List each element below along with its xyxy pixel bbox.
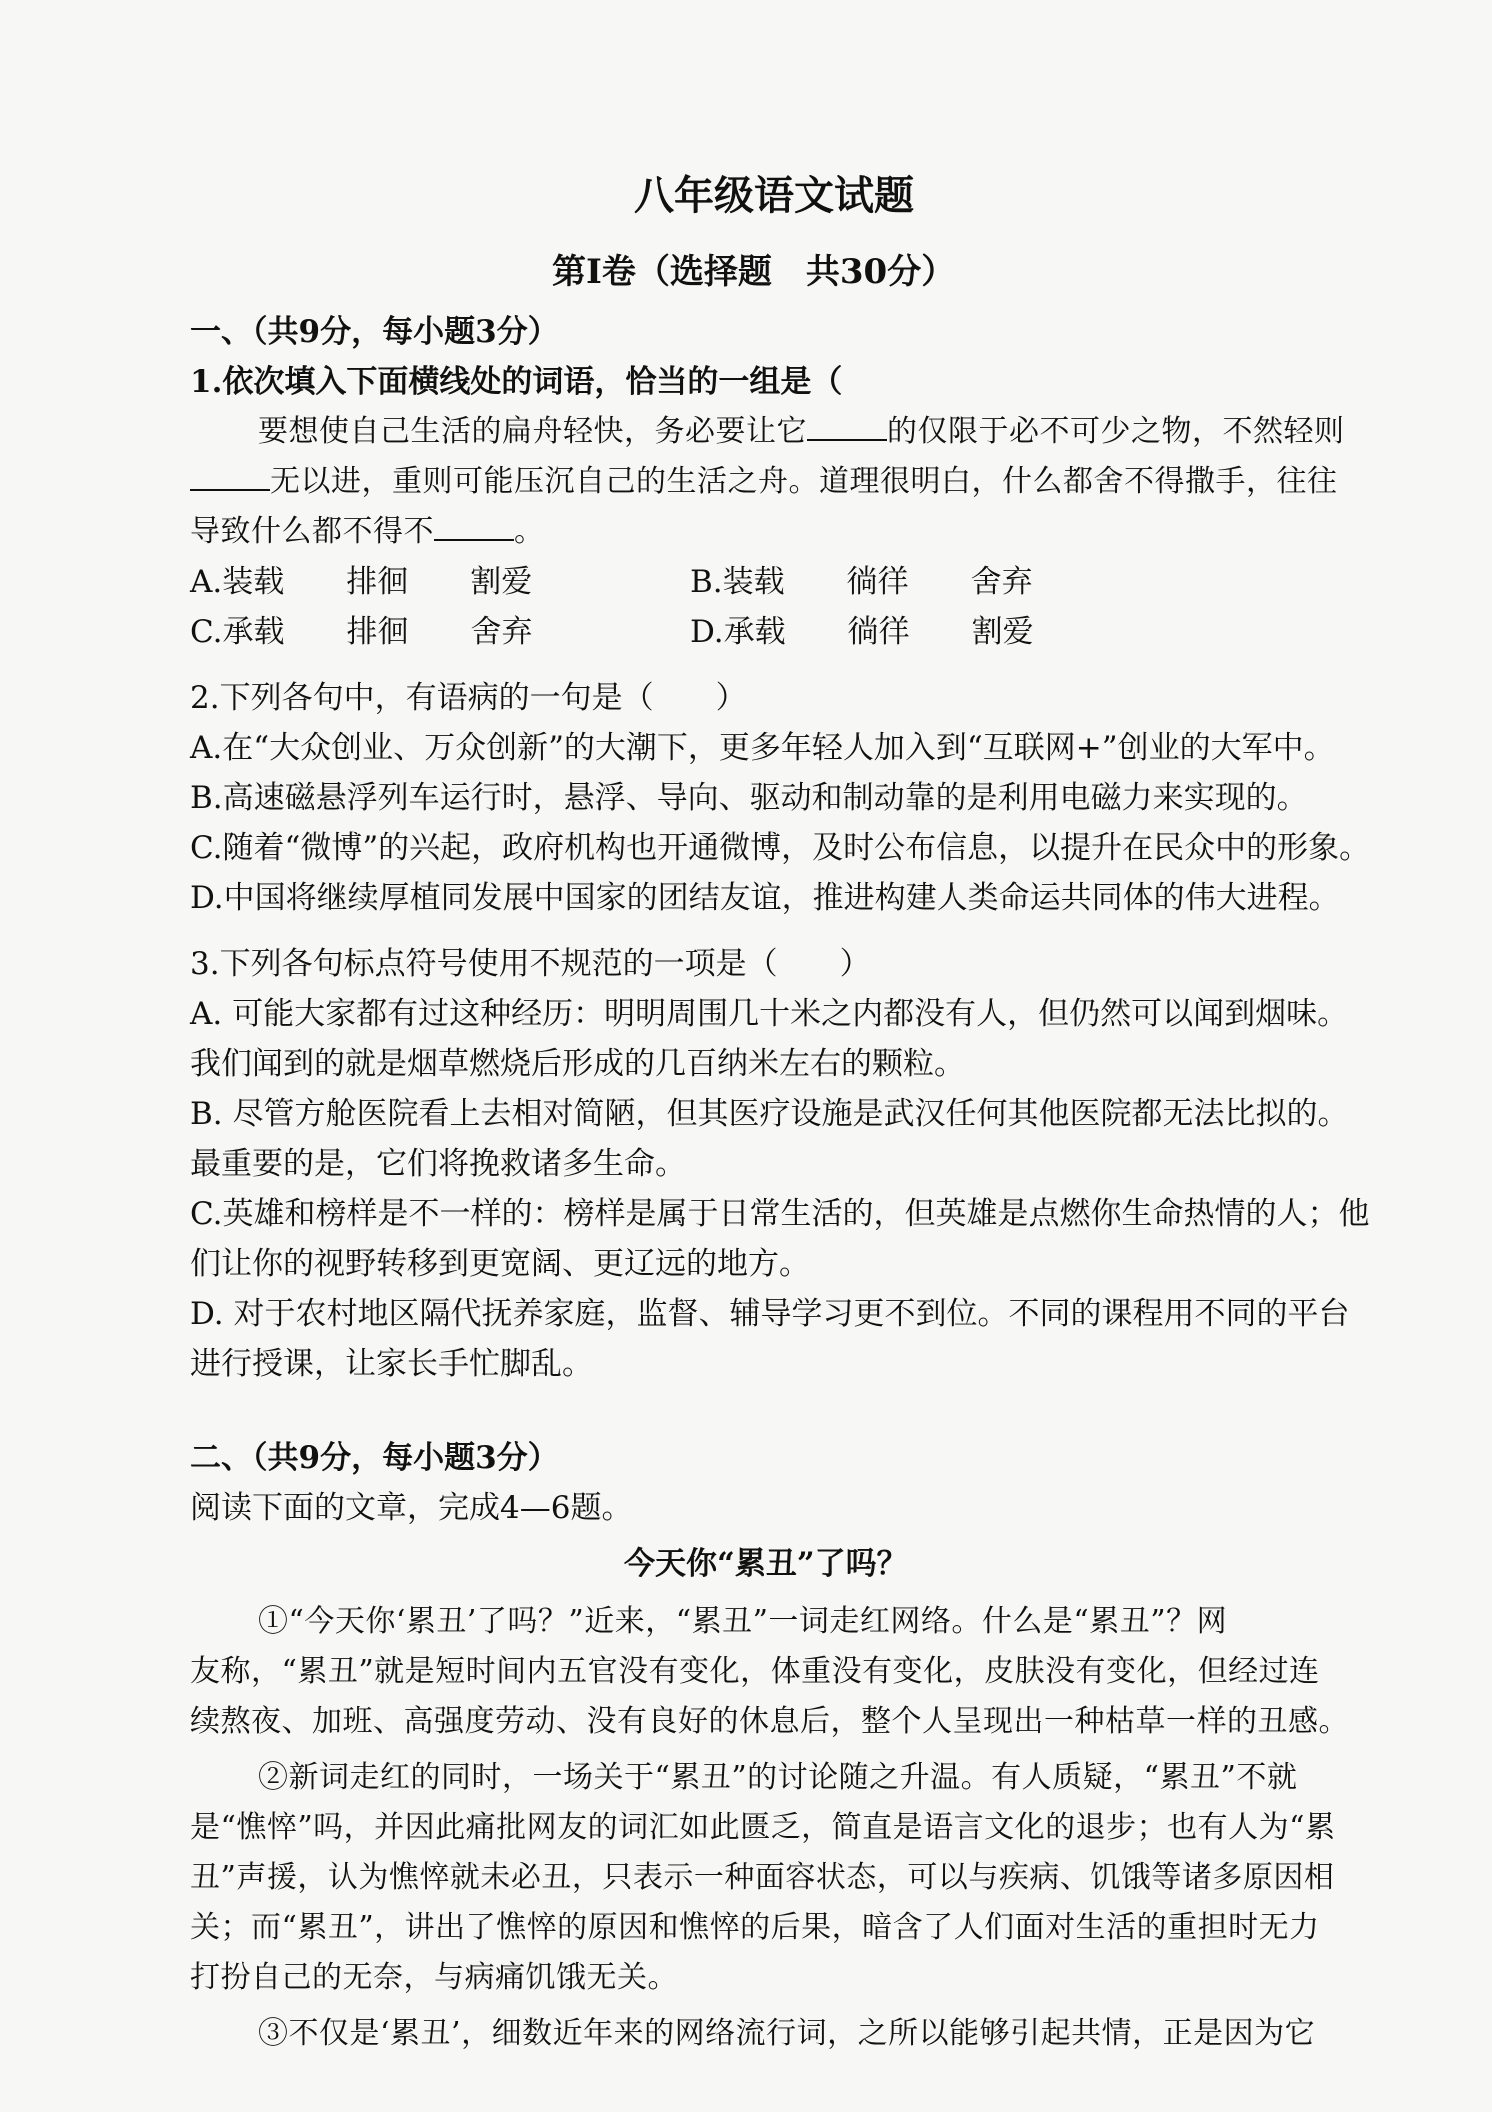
q1-stem: 1.依次填入下面横线处的词语，恰当的一组是（	[190, 364, 843, 400]
q3-option-b-line1: B. 尽管方舱医院看上去相对简陋，但其医疗设施是武汉任何其他医院都无法比拟的。	[190, 1096, 1349, 1132]
article-p2-line5: 打扮自己的无奈，与病痛饥饿无关。	[190, 1960, 678, 1995]
q3-option-c-line2: 们让你的视野转移到更宽阔、更辽远的地方。	[190, 1246, 810, 1282]
q1-passage-part1: 要想使自己生活的扁舟轻快，务必要让它	[258, 414, 807, 449]
article-p3-line1: ③不仅是‘累丑’，细数近年来的网络流行词，之所以能够引起共情，正是因为它	[258, 2016, 1316, 2051]
q2-option-d: D.中国将继续厚植同发展中国家的团结友谊，推进构建人类命运共同体的伟大进程。	[190, 880, 1340, 916]
q1-option-a: A.装载 排徊 割爱	[190, 564, 533, 600]
q1-passage-part2: 的仅限于必不可少之物，不然轻则	[887, 414, 1345, 449]
q3-option-d-line2: 进行授课，让家长手忙脚乱。	[190, 1346, 593, 1382]
q2-option-b: B.高速磁悬浮列车运行时，悬浮、导向、驱动和制动靠的是利用电磁力来实现的。	[190, 780, 1308, 816]
section2-instruction: 阅读下面的文章，完成4—6题。	[190, 1490, 633, 1526]
q1-passage-line2	[190, 462, 1338, 502]
q1-passage-line1	[258, 412, 1345, 452]
q1-option-d: D.承载 徜徉 割爱	[690, 614, 1034, 650]
q1-option-c: C.承载 排徊 舍弃	[190, 614, 533, 650]
q3-option-d-line1: D. 对于农村地区隔代抚养家庭，监督、辅导学习更不到位。不同的课程用不同的平台	[190, 1296, 1350, 1332]
section2-heading: 二、（共9分，每小题3分）	[190, 1440, 559, 1476]
article-p1-line1: ①“今天你‘累丑’了吗？”近来，“累丑”一词走红网络。什么是“累丑”？网	[258, 1604, 1228, 1639]
q1-passage-part4: 导致什么都不得不	[190, 514, 434, 549]
q2-option-c: C.随着“微博”的兴起，政府机构也开通微博，及时公布信息，以提升在民众中的形象。	[190, 830, 1371, 866]
q3-option-a-line2: 我们闻到的就是烟草燃烧后形成的几百纳米左右的颗粒。	[190, 1046, 965, 1082]
q2-option-a: A.在“大众创业、万众创新”的大潮下，更多年轻人加入到“互联网+”创业的大军中。	[190, 730, 1335, 766]
blank-2	[190, 465, 270, 491]
q3-option-b-line2: 最重要的是，它们将挽救诸多生命。	[190, 1146, 686, 1182]
q1-passage-line3	[190, 512, 545, 552]
article-title: 今天你“累丑”了吗？	[624, 1546, 908, 1582]
q2-stem: 2.下列各句中，有语病的一句是（ ）	[190, 680, 747, 716]
blank-3	[434, 515, 514, 541]
article-p1-line3: 续熬夜、加班、高强度劳动、没有良好的休息后，整个人呈现出一种枯草一样的丑感。	[190, 1704, 1349, 1739]
article-p1-line2: 友称，“累丑”就是短时间内五官没有变化，体重没有变化，皮肤没有变化，但经过连	[190, 1654, 1320, 1689]
q1-option-b: B.装载 徜徉 舍弃	[690, 564, 1033, 600]
q3-option-c-line1: C.英雄和榜样是不一样的：榜样是属于日常生活的，但英雄是点燃你生命热情的人；他	[190, 1196, 1370, 1232]
article-p2-line1: ②新词走红的同时，一场关于“累丑”的讨论随之升温。有人质疑，“累丑”不就	[258, 1760, 1298, 1795]
q1-passage-part3: 无以进，重则可能压沉自己的生活之舟。道理很明白，什么都舍不得撒手，往往	[270, 464, 1338, 499]
page-title: 八年级语文试题	[634, 172, 914, 219]
paper-subtitle: 第Ⅰ卷（选择题 共30分）	[552, 252, 956, 292]
q3-stem: 3.下列各句标点符号使用不规范的一项是（ ）	[190, 946, 871, 982]
article-p2-line3: 丑”声援，认为憔悴就未必丑，只表示一种面容状态，可以与疾病、饥饿等诸多原因相	[190, 1860, 1335, 1895]
article-p2-line4: 关；而“累丑”，讲出了憔悴的原因和憔悴的后果，暗含了人们面对生活的重担时无力	[190, 1910, 1320, 1945]
article-p2-line2: 是“憔悴”吗，并因此痛批网友的词汇如此匮乏，简直是语言文化的退步；也有人为“累	[190, 1810, 1336, 1845]
section1-heading: 一、（共9分，每小题3分）	[190, 314, 559, 350]
q3-option-a-line1: A. 可能大家都有过这种经历：明明周围几十米之内都没有人，但仍然可以闻到烟味。	[190, 996, 1349, 1032]
blank-1	[807, 415, 887, 441]
q1-passage-end: 。	[514, 514, 545, 549]
